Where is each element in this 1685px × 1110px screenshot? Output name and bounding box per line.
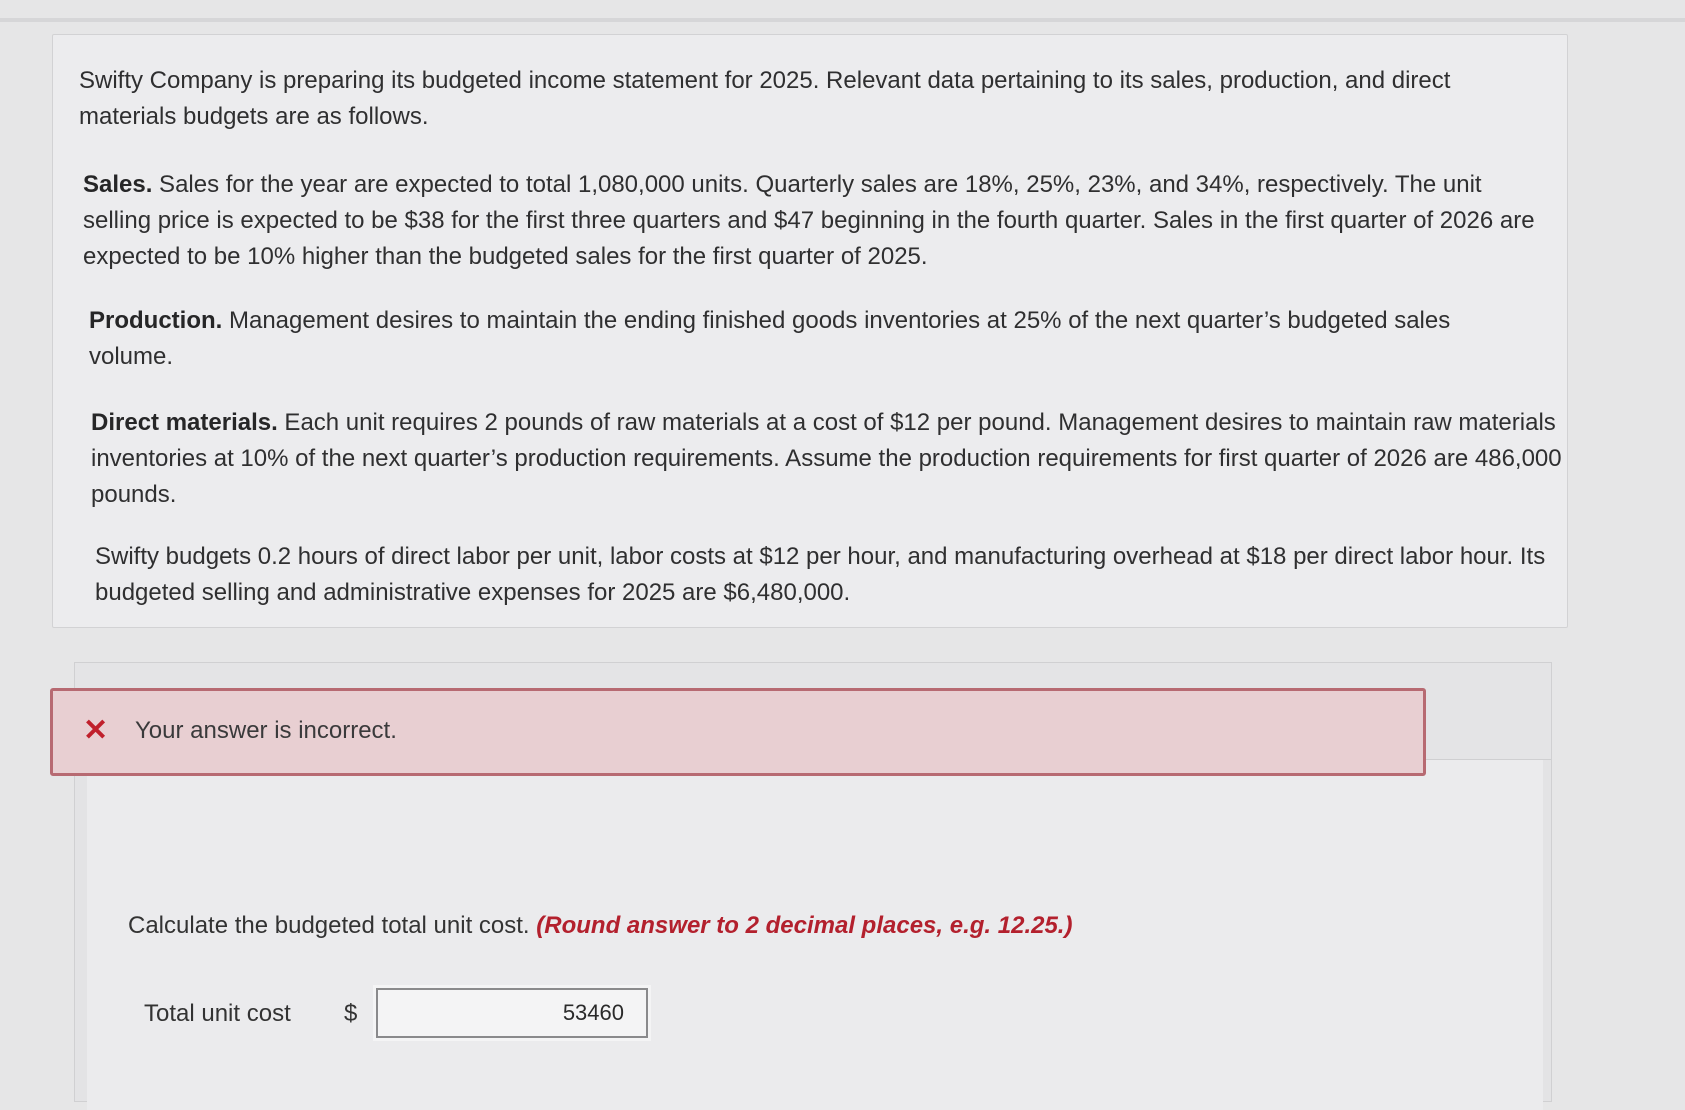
direct-materials-heading: Direct materials.: [91, 409, 278, 436]
question-instruction: [128, 912, 1072, 940]
production-paragraph: [89, 303, 1529, 375]
instruction-text: Calculate the budgeted total unit cost.: [128, 912, 537, 939]
problem-statement-panel: [52, 34, 1568, 628]
sales-paragraph: [83, 167, 1543, 275]
problem-intro: Swifty Company is preparing its budgeted income statement for 2025. Relevant data pertaining to its sales, production, and direct materials budgets are as follows.: [79, 67, 1451, 130]
sales-heading: Sales.: [83, 171, 153, 198]
total-unit-cost-input[interactable]: [376, 988, 648, 1038]
labor-paragraph: Swifty budgets 0.2 hours of direct labor per unit, labor costs at $12 per hour, and manufacturing overhead at $18 per direct labor hour. Its budgeted selling and administrative expenses for 2025 are $6,480,000.: [95, 543, 1546, 606]
direct-materials-text: Each unit requires 2 pounds of raw materials at a cost of $12 per pound. Management desires to maintain raw materials inventories at 10% of the next quarter’s production requirements. Assume the production requirements for first quarter of 2026 are 486,000 pounds.: [91, 409, 1562, 508]
rounding-hint: (Round answer to 2 decimal places, e.g. 12.25.): [536, 912, 1073, 939]
close-x-icon: ✕: [83, 714, 109, 747]
production-heading: Production.: [89, 307, 223, 334]
incorrect-feedback-banner: [50, 688, 1426, 776]
total-unit-cost-label: Total unit cost: [144, 1000, 291, 1027]
top-divider: [0, 18, 1685, 22]
sales-text: Sales for the year are expected to total 1,080,000 units. Quarterly sales are 18%, 25%, 23%, and 34%, respectively. The unit selling price is expected to be $38 for the first three quarters and $47 beginning in the fourth quarter. Sales in the first quarter of 2026 are expected to be 10% higher than the budgeted sales for the first quarter of 2025.: [83, 171, 1535, 270]
direct-materials-paragraph: [91, 405, 1571, 513]
dollar-sign: $: [344, 1000, 358, 1027]
feedback-message: Your answer is incorrect.: [135, 717, 397, 744]
production-text: Management desires to maintain the ending finished goods inventories at 25% of the next quarter’s budgeted sales volume.: [89, 307, 1451, 370]
